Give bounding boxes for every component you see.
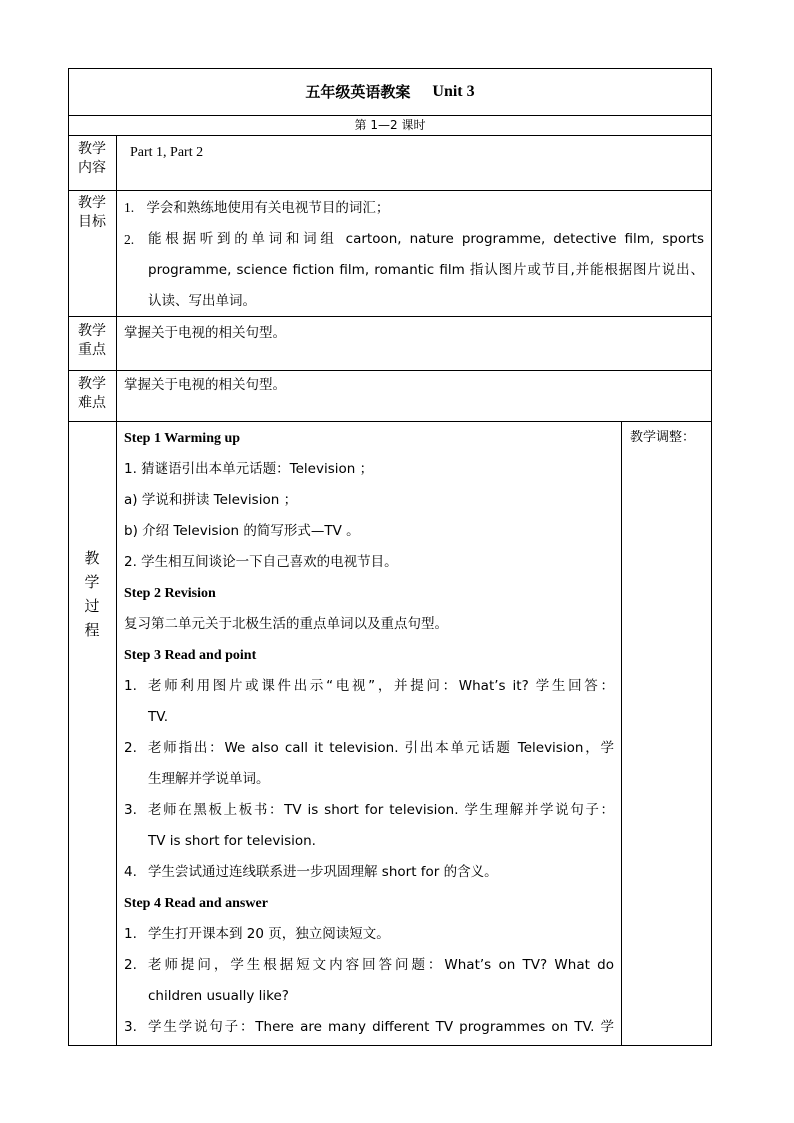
item-text: 学生尝试通过连线联系进一步巩固理解 short for 的含义。 xyxy=(148,864,498,880)
title-main: 五年级英语教案 xyxy=(305,83,411,101)
key-points-text: 掌握关于电视的相关句型。 xyxy=(124,325,286,341)
item-text: 学生学说句子：There are many different TV programmes on TV. 学 xyxy=(148,1019,614,1035)
process-item-continued: TV is short for television. xyxy=(148,833,316,849)
process-item: 1. 猜谜语引出本单元话题：Television ； xyxy=(124,461,374,477)
process-item: b) 介绍 Television 的简写形式—TV 。 xyxy=(124,523,360,539)
adjust-label: 教学调整： xyxy=(630,430,696,445)
item-number: 3. xyxy=(124,1019,137,1035)
page-title xyxy=(68,68,712,115)
process-item-continued: children usually like? xyxy=(148,988,289,1004)
process-body xyxy=(124,423,614,1043)
item-number: 2. xyxy=(124,957,137,973)
item-number: 4. xyxy=(124,864,137,880)
objective-item: 1. 学会和熟练地使用有关电视节目的词汇； xyxy=(124,200,390,216)
process-numbered-item xyxy=(124,795,614,826)
difficulties-label: 教学 难点 xyxy=(78,376,106,411)
process-numbered-item xyxy=(124,857,614,888)
objectives-list xyxy=(124,192,704,317)
item-text: 老师利用图片或课件出示“电视”，并提问：What’s it? 学生回答： xyxy=(148,678,614,694)
process-item-continued: TV. xyxy=(148,709,169,725)
item-number: 3. xyxy=(124,802,137,818)
process-numbered-item xyxy=(124,919,614,950)
key-points-label: 教学 重点 xyxy=(78,323,106,358)
process-numbered-item xyxy=(124,671,614,702)
content-label: 教学 内容 xyxy=(78,141,106,176)
process-label: 教 学 过 程 xyxy=(84,549,100,639)
objective-item: 2. 能根据听到的单词和词组 cartoon, nature programme, detective film, sports programme, science fiction film, romantic film 指认图片或节目,并能根据图片说出、 认读、写出单词。 xyxy=(124,231,704,309)
lesson-period: 第 1—2 课时 xyxy=(354,118,426,132)
objectives-label: 教学 目标 xyxy=(78,195,106,230)
item-text: 老师在黑板上板书：TV is short for television. 学生理解并学说句子： xyxy=(148,802,614,818)
process-numbered-item xyxy=(124,1012,614,1043)
item-number: 2. xyxy=(124,740,137,756)
process-item-continued: 生理解并学说单词。 xyxy=(148,771,270,787)
process-item: a) 学说和拼读 Television ； xyxy=(124,492,298,508)
item-text: 学生打开课本到 20 页，独立阅读短文。 xyxy=(148,926,390,942)
item-number: 1. xyxy=(124,678,137,694)
process-numbered-item xyxy=(124,733,614,764)
difficulties-text: 掌握关于电视的相关句型。 xyxy=(124,377,286,393)
step-heading: Step 2 Revision xyxy=(124,586,216,601)
title-unit: Unit 3 xyxy=(432,82,475,100)
process-numbered-item xyxy=(124,950,614,981)
step-heading: Step 1 Warming up xyxy=(124,431,241,446)
item-number: 1. xyxy=(124,926,137,942)
process-item: 复习第二单元关于北极生活的重点单词以及重点句型。 xyxy=(124,616,448,632)
step-heading: Step 3 Read and point xyxy=(124,648,257,663)
lesson-plan-table xyxy=(68,68,712,1046)
content-text: Part 1, Part 2 xyxy=(130,145,204,160)
process-item: 2. 学生相互间谈论一下自己喜欢的电视节目。 xyxy=(124,554,398,570)
item-text: 老师指出：We also call it television. 引出本单元话题 Television，学 xyxy=(148,740,614,756)
item-text: 老师提问，学生根据短文内容回答问题：What’s on TV? What do xyxy=(148,957,614,973)
step-heading: Step 4 Read and answer xyxy=(124,896,268,911)
